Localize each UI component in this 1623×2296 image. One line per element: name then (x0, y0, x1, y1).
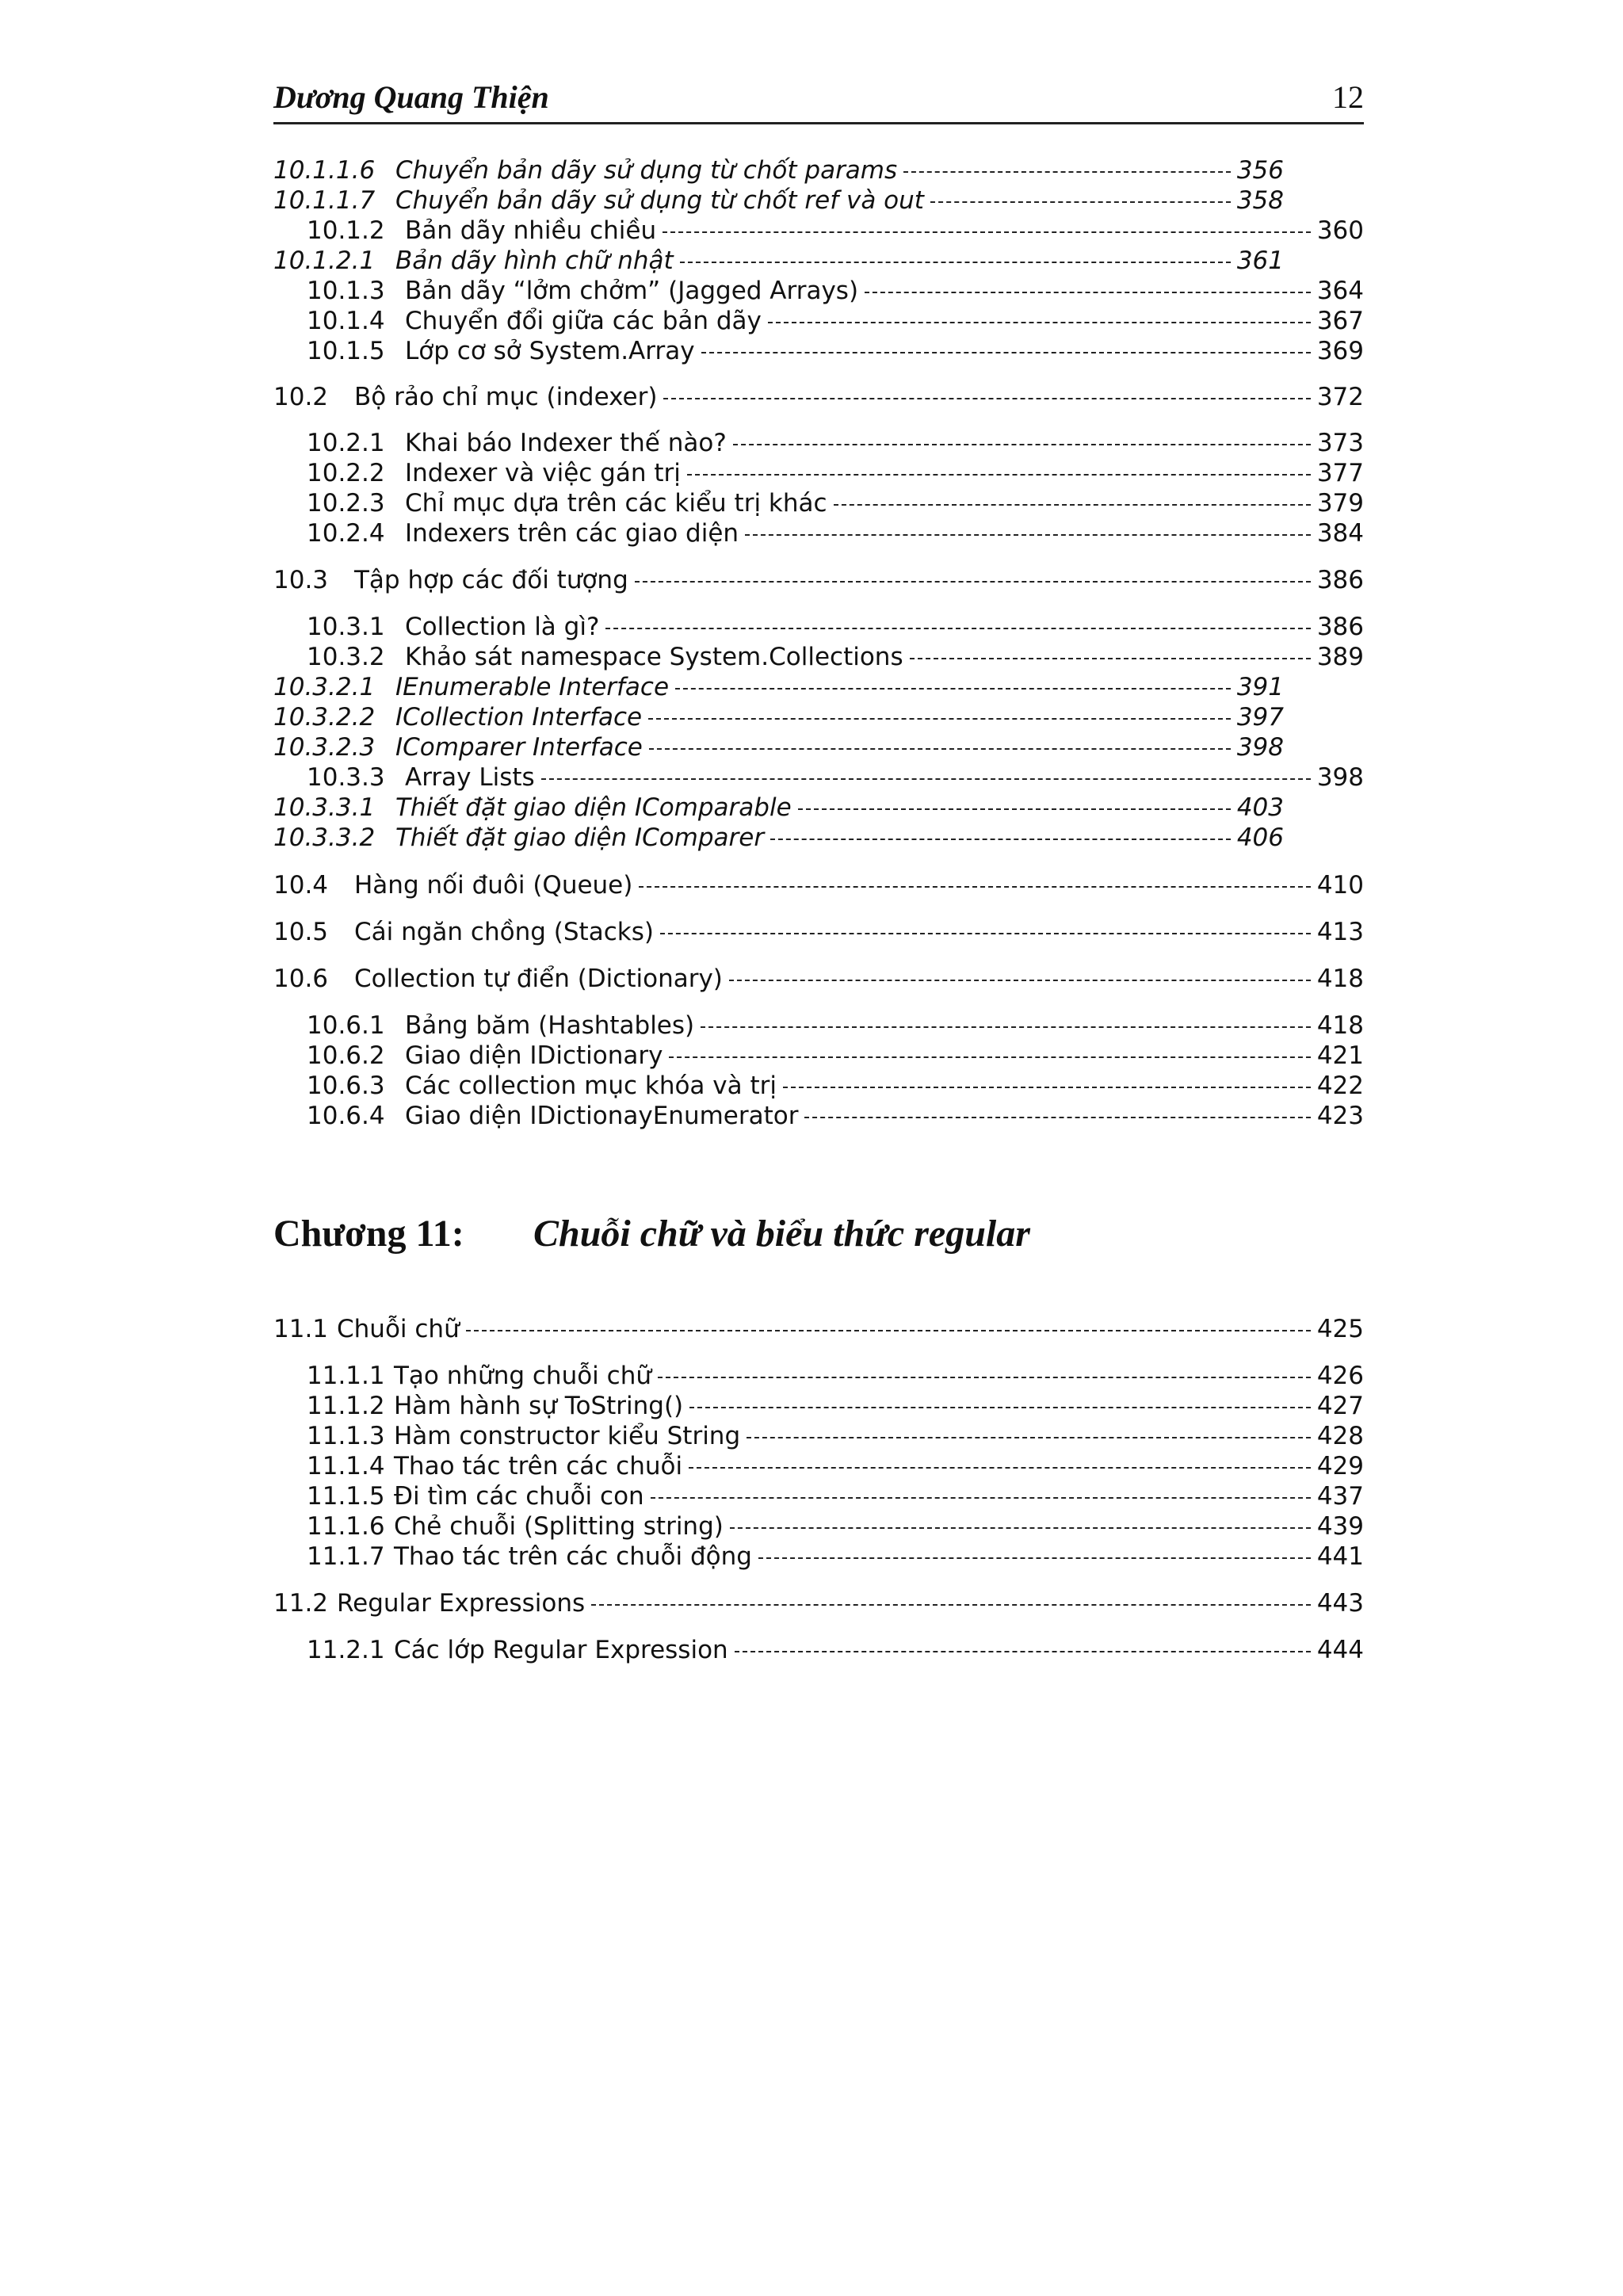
toc-leader-dashes (689, 1467, 1311, 1469)
toc-entry (307, 1391, 1364, 1421)
toc-entry-page: 418 (1316, 1011, 1364, 1040)
toc-entry-number: 10.1.1.7 (273, 186, 376, 215)
toc-entry-title: Thiết đặt giao diện IComparer (395, 823, 765, 852)
toc-entry-page: 367 (1316, 307, 1364, 335)
toc-entry-page: 369 (1316, 337, 1364, 365)
toc-entry (307, 1541, 1364, 1572)
toc-entry (273, 793, 1284, 823)
toc-entry (307, 1361, 1364, 1391)
toc-entry-title: Khảo sát namespace System.Collections (405, 643, 903, 671)
toc-leader-dashes (660, 933, 1311, 934)
toc-entry-page: 358 (1236, 186, 1284, 215)
toc-entry-number: 10.3.2.3 (273, 733, 376, 762)
toc-leader-dashes (605, 628, 1310, 629)
toc-entry-title: Chuyển bản dãy sử dụng từ chốt ref và out (395, 186, 924, 215)
toc-leader-dashes (729, 980, 1311, 981)
toc-entry-title: Bản dãy nhiều chiều (405, 216, 657, 245)
toc-leader-dashes (783, 1087, 1311, 1088)
toc-entry-number: 10.2.3 (307, 489, 385, 518)
toc-entry-title: Chẻ chuỗi (Splitting string) (394, 1512, 724, 1541)
toc-entry-number: 10.1.4 (307, 307, 385, 335)
toc-entry-title: Khai báo Indexer thế nào? (405, 429, 727, 457)
toc-entry-number: 10.3.3.2 (273, 823, 376, 852)
toc-entry (273, 185, 1284, 216)
toc-entry-page: 441 (1316, 1542, 1364, 1571)
toc-entry-number: 10.1.5 (307, 337, 385, 365)
toc-entry-page: 437 (1316, 1482, 1364, 1511)
toc-entry-number: 10.3.2.1 (273, 673, 376, 701)
toc-entry-page: 361 (1236, 246, 1284, 275)
chapter-label: Chương 11: (273, 1213, 464, 1255)
toc-entry (307, 1010, 1364, 1041)
toc-entry-title: Tập hợp các đối tượng (354, 566, 628, 594)
toc-entry (307, 306, 1364, 336)
toc-entry (307, 1101, 1364, 1131)
toc-entry-title: IEnumerable Interface (395, 673, 670, 701)
toc-entry-page: 391 (1236, 673, 1284, 701)
toc-leader-dashes (649, 748, 1231, 750)
toc-entry-page: 373 (1316, 429, 1364, 457)
toc-leader-dashes (658, 1377, 1311, 1378)
toc-entry-number: 10.1.2.1 (273, 246, 376, 275)
toc-leader-dashes (903, 171, 1231, 173)
toc-entry (307, 762, 1364, 793)
toc-leader-dashes (745, 534, 1311, 536)
toc-leader-dashes (804, 1117, 1310, 1118)
toc-entry-page: 418 (1316, 965, 1364, 993)
toc-leader-dashes (541, 778, 1311, 780)
toc-leader-dashes (466, 1330, 1311, 1331)
toc-entry-number: 11.1.6 (307, 1512, 385, 1541)
toc-leader-dashes (639, 886, 1310, 888)
toc-entry-page: 389 (1316, 643, 1364, 671)
toc-entry-number: 11.1 (273, 1315, 329, 1343)
toc-leader-dashes (930, 201, 1231, 203)
toc-entry-number: 10.3 (273, 566, 329, 594)
toc-entry-number: 10.1.1.6 (273, 156, 376, 185)
toc-entry-page: 398 (1236, 733, 1284, 762)
header-page-number: 12 (1332, 79, 1364, 115)
toc-leader-dashes (669, 1056, 1310, 1058)
toc-leader-dashes (651, 1497, 1311, 1499)
toc-entry-number: 11.1.3 (307, 1422, 385, 1450)
toc-entry-page: 439 (1316, 1512, 1364, 1541)
toc-entry (307, 488, 1364, 518)
toc-entry-number: 10.6 (273, 965, 329, 993)
toc-entry-page: 422 (1316, 1072, 1364, 1100)
toc-entry (273, 246, 1284, 276)
toc-entry-title: Bản dãy hình chữ nhật (395, 246, 674, 275)
toc-entry-page: 397 (1236, 703, 1284, 732)
toc-entry-title: Chỉ mục dựa trên các kiểu trị khác (405, 489, 827, 518)
toc-entry (273, 917, 1364, 947)
toc-entry (273, 823, 1284, 853)
toc-entry-number: 10.3.3 (307, 763, 385, 792)
toc-leader-dashes (758, 1557, 1311, 1559)
toc-leader-dashes (591, 1604, 1311, 1606)
toc-entry (307, 1481, 1364, 1511)
toc-leader-dashes (663, 231, 1311, 233)
toc-entry-page: 360 (1316, 216, 1364, 245)
toc-leader-dashes (689, 1407, 1311, 1408)
toc-leader-dashes (747, 1437, 1311, 1438)
toc-entry-title: Tạo những chuỗi chữ (394, 1362, 651, 1390)
toc-entry-number: 10.2.4 (307, 519, 385, 548)
toc-entry (273, 702, 1284, 732)
toc-entry (273, 672, 1284, 702)
toc-entry-title: Bộ rảo chỉ mục (indexer) (354, 383, 658, 411)
toc-entry (273, 964, 1364, 994)
toc-entry-page: 428 (1316, 1422, 1364, 1450)
toc-entry-page: 413 (1316, 918, 1364, 946)
toc-entry-page: 386 (1316, 613, 1364, 641)
toc-entry-title: Hàm constructor kiểu String (394, 1422, 741, 1450)
header-author: Dương Quang Thiện (273, 79, 549, 115)
toc-entry-number: 11.1.2 (307, 1392, 385, 1420)
toc-entry-title: Bảng băm (Hashtables) (405, 1011, 695, 1040)
toc-entry (307, 612, 1364, 642)
toc-leader-dashes (730, 1527, 1311, 1529)
toc-entry (273, 382, 1364, 412)
toc-entry (273, 155, 1284, 185)
toc-entry-title: Indexers trên các giao diện (405, 519, 739, 548)
toc-entry-number: 10.2.2 (307, 459, 385, 487)
toc-entry (307, 458, 1364, 488)
toc-entry-number: 11.1.1 (307, 1362, 385, 1390)
toc-leader-dashes (663, 398, 1310, 399)
toc-entry-number: 10.2 (273, 383, 329, 411)
toc-entry-number: 10.5 (273, 918, 329, 946)
toc-entry (307, 1635, 1364, 1665)
toc-entry-title: Hàm hành sự ToString() (394, 1392, 684, 1420)
toc-entry-page: 398 (1316, 763, 1364, 792)
toc-entry (307, 428, 1364, 458)
toc-entry-title: Hàng nối đuôi (Queue) (354, 871, 633, 900)
toc-entry-number: 10.6.3 (307, 1072, 385, 1100)
toc-leader-dashes (701, 1026, 1311, 1028)
toc-entry-title: Thao tác trên các chuỗi (394, 1452, 683, 1480)
toc-leader-dashes (798, 808, 1231, 810)
toc-entry-number: 10.1.3 (307, 277, 385, 305)
toc-entry-number: 10.6.4 (307, 1102, 385, 1130)
toc-entry (273, 1314, 1364, 1344)
toc-entry-page: 425 (1316, 1315, 1364, 1343)
toc-entry (307, 1041, 1364, 1071)
toc-entry-page: 372 (1316, 383, 1364, 411)
toc-entry (273, 732, 1284, 762)
toc-entry (273, 1588, 1364, 1618)
toc-entry-title: ICollection Interface (395, 703, 643, 732)
toc-entry-title: Thiết đặt giao diện IComparable (395, 793, 792, 822)
toc-entry (307, 276, 1364, 306)
toc-entry-page: 386 (1316, 566, 1364, 594)
toc-entry-title: Chuyển bản dãy sử dụng từ chốt params (395, 156, 898, 185)
toc-entry (307, 1421, 1364, 1451)
toc-entry (307, 1071, 1364, 1101)
toc-entry-number: 11.2.1 (307, 1636, 385, 1664)
toc-entry-title: Cái ngăn chồng (Stacks) (354, 918, 654, 946)
toc-entry-title: Lớp cơ sở System.Array (405, 337, 695, 365)
toc-entry-number: 11.2 (273, 1589, 329, 1618)
toc-leader-dashes (687, 474, 1311, 476)
toc-entry-title: Regular Expressions (337, 1589, 586, 1618)
toc-entry-title: Giao diện IDictionayEnumerator (405, 1102, 799, 1130)
toc-leader-dashes (635, 581, 1311, 583)
toc-entry-page: 379 (1316, 489, 1364, 518)
toc-entry-number: 10.3.3.1 (273, 793, 376, 822)
toc-entry-page: 427 (1316, 1392, 1364, 1420)
toc-entry-number: 10.3.2.2 (273, 703, 376, 732)
toc-entry-title: Collection tự điển (Dictionary) (354, 965, 723, 993)
toc-entry-title: Đi tìm các chuỗi con (394, 1482, 644, 1511)
toc-leader-dashes (675, 688, 1231, 690)
toc-entry-page: 384 (1316, 519, 1364, 548)
toc-entry-page: 423 (1316, 1102, 1364, 1130)
toc-entry (307, 642, 1364, 672)
toc-entry-number: 11.1.5 (307, 1482, 385, 1511)
page-header (273, 76, 1364, 124)
toc-entry-title: Giao diện IDictionary (405, 1041, 663, 1070)
toc-leader-dashes (770, 839, 1231, 840)
toc-entry-number: 11.1.7 (307, 1542, 385, 1571)
toc-entry-page: 443 (1316, 1589, 1364, 1618)
toc-entry-number: 10.3.2 (307, 643, 385, 671)
toc-entry-page: 406 (1236, 823, 1284, 852)
chapter-title: Chuỗi chữ và biểu thức regular (533, 1213, 1030, 1255)
toc-entry-title: Thao tác trên các chuỗi động (394, 1542, 752, 1571)
toc-entry-title: IComparer Interface (395, 733, 643, 762)
toc-leader-dashes (834, 504, 1311, 506)
toc-entry-title: Bản dãy “lởm chởm” (Jagged Arrays) (405, 277, 859, 305)
toc-entry-page: 429 (1316, 1452, 1364, 1480)
toc-entry-page: 421 (1316, 1041, 1364, 1070)
toc-entry-number: 10.2.1 (307, 429, 385, 457)
toc-entry (307, 216, 1364, 246)
toc-entry-page: 426 (1316, 1362, 1364, 1390)
toc-entry-title: Các collection mục khóa và trị (405, 1072, 777, 1100)
toc-entry-page: 364 (1316, 277, 1364, 305)
toc-entry-page: 444 (1316, 1636, 1364, 1664)
toc-entry-title: Chuyển đổi giữa các bản dãy (405, 307, 762, 335)
toc-entry-number: 11.1.4 (307, 1452, 385, 1480)
toc-leader-dashes (701, 352, 1311, 353)
toc-entry (273, 870, 1364, 900)
chapter-heading (273, 1206, 1030, 1262)
toc-entry-number: 10.4 (273, 871, 329, 900)
toc-entry-title: Indexer và việc gán trị (405, 459, 681, 487)
toc-leader-dashes (680, 262, 1231, 263)
toc-entry-title: Chuỗi chữ (337, 1315, 460, 1343)
toc-entry-title: Collection là gì? (405, 613, 600, 641)
toc-entry (307, 518, 1364, 548)
toc-entry-page: 377 (1316, 459, 1364, 487)
toc-entry (307, 1451, 1364, 1481)
toc-entry-page: 410 (1316, 871, 1364, 900)
toc-leader-dashes (648, 718, 1231, 720)
toc-entry (307, 336, 1364, 366)
toc-leader-dashes (768, 322, 1311, 323)
toc-entry-number: 10.6.2 (307, 1041, 385, 1070)
toc-entry-number: 10.6.1 (307, 1011, 385, 1040)
toc-entry-page: 356 (1236, 156, 1284, 185)
toc-entry-page: 403 (1236, 793, 1284, 822)
toc-entry-number: 10.3.1 (307, 613, 385, 641)
toc-entry-number: 10.1.2 (307, 216, 385, 245)
toc-entry-title: Các lớp Regular Expression (394, 1636, 728, 1664)
toc-entry-title: Array Lists (405, 763, 535, 792)
toc-entry (273, 565, 1364, 595)
toc-leader-dashes (865, 292, 1311, 293)
toc-entry (307, 1511, 1364, 1541)
toc-leader-dashes (733, 444, 1311, 445)
toc-leader-dashes (735, 1651, 1311, 1652)
toc-leader-dashes (910, 658, 1311, 659)
